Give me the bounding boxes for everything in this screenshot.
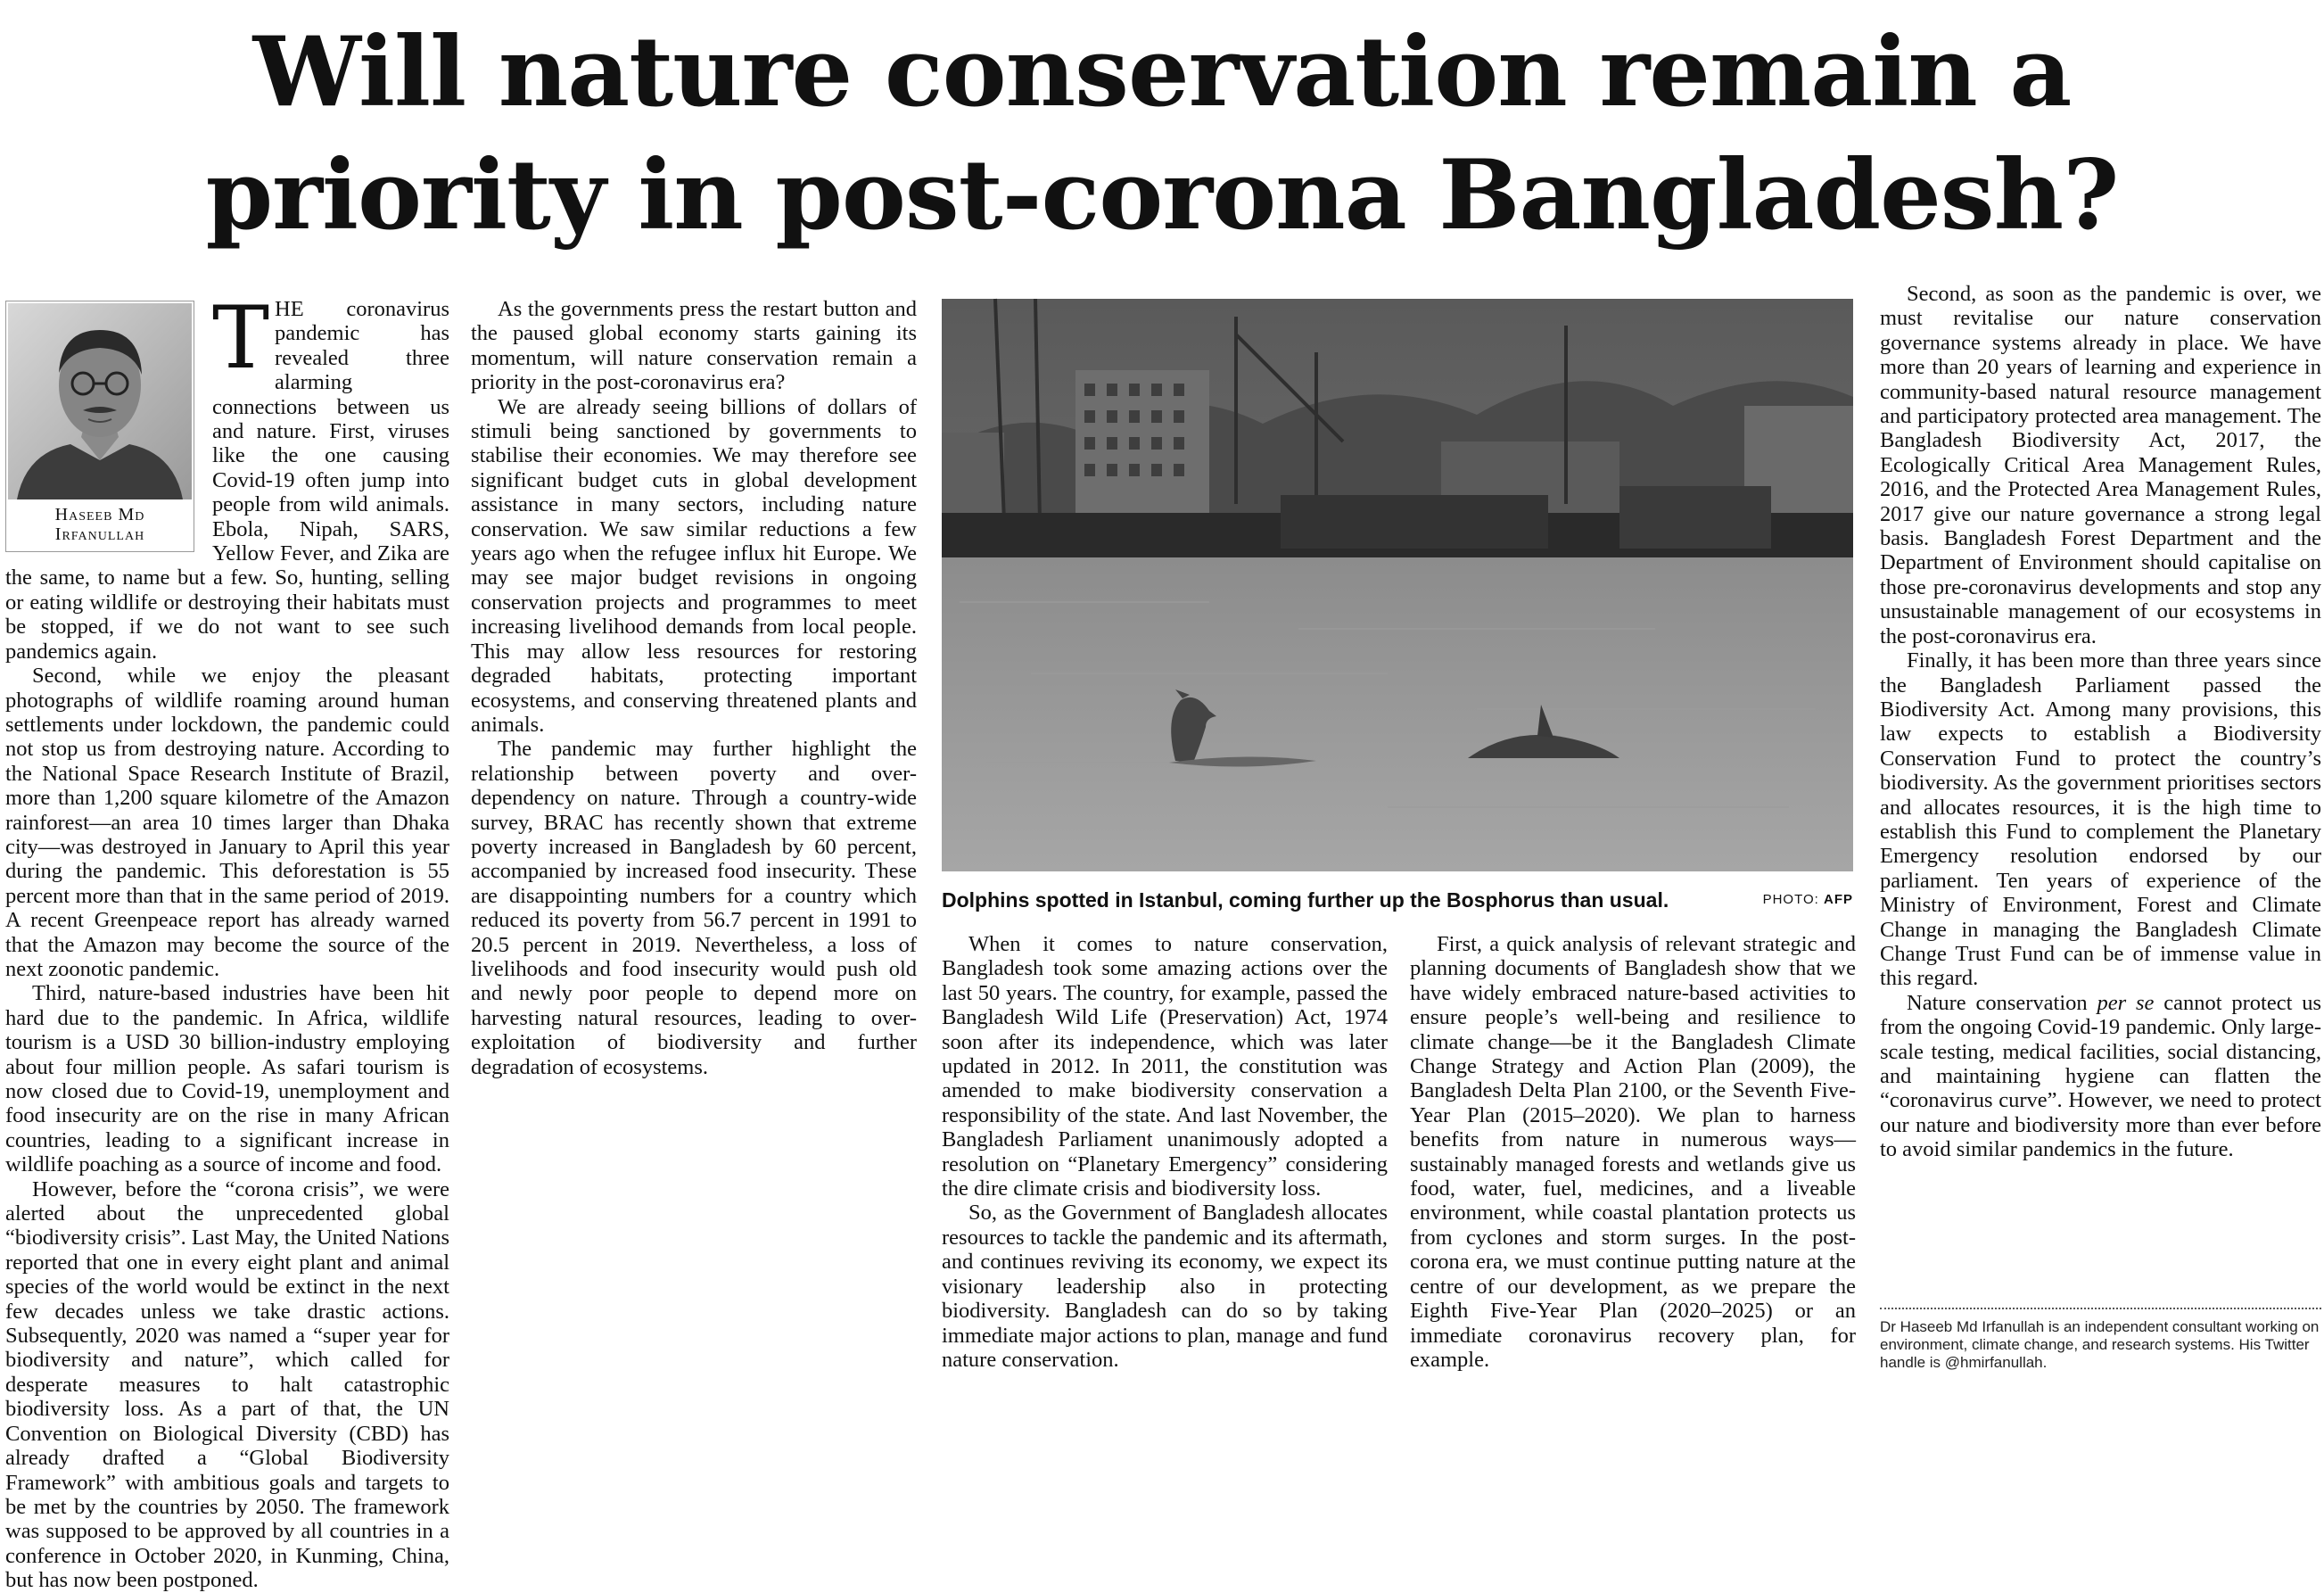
paragraph-5: As the governments press the restart button and the paused global economy starts gaining its momentum, will nature conservation remain a priority in the post-coronavirus era? [471, 297, 917, 395]
author-portrait [8, 303, 192, 499]
paragraph-13-em: per se [2097, 990, 2155, 1015]
paragraph-7: The pandemic may further highlight the relationship between poverty and over-dependency on nature. Through a country-wide survey, BRAC has recently shown that extreme poverty increased in Bangladesh by 60 percent, accompanied by increased food insecurity. These are disappointing numbers for a country which reduced its poverty from 56.7 percent in 1991 to 20.5 percent in 2019. Nevertheless, a loss of livelihoods and food insecurity would push old and newly poor people to depend more on harvesting natural resources, leading to over-exploitation of biodiversity and further degradation of ecosystems. [471, 737, 917, 1079]
author-bio: Dr Haseeb Md Irfanullah is an independent consultant working on environment, climate change, and research systems. His Twitter handle is @hmirfanullah. [1880, 1318, 2320, 1371]
photo-caption [942, 888, 1853, 917]
paragraph-10: First, a quick analysis of relevant strategic and planning documents of Bangladesh show that we have widely embraced nature-based activities to ensure people’s well-being and resilience to climate change—be it the Bangladesh Climate Change Strategy and Action Plan (2009), the Bangladesh Delta Plan 2100, or the Seventh Five-Year Plan (2015–2020). We plan to harness benefits from nature in numerous ways—sustainably managed forests and wetlands give us food, water, fuel, medicines, and a liveable environment, while coastal plantation protects us from cyclones and storm surges. In the post-corona era, we must continue putting nature at the centre of our development, as we prepare the Eighth Five-Year Plan (2020–2025) or an immediate coronavirus recovery plan, for example. [1410, 932, 1856, 1372]
dolphin-photo [942, 299, 1853, 871]
paragraph-1-text: HE coronavirus pandemic has revealed three alarming connections between us and nature. First, viruses like the one causing Covid-19 often jump into people from wild animals. Ebola, Nipah, SARS, Yellow Fever, and Zika are the same, to name but a few. So, hunting, selling or eating wildlife or destroying their habitats must be stopped, if we do not want to see such pandemics again. [5, 297, 449, 664]
paragraph-11: Second, as soon as the pandemic is over, we must revitalise our nature conservation governance systems already in place. We have more than 20 years of learning and experience in community-based natural resource management and participatory protected area management. The Bangladesh Biodiversity Act, 2017, the Ecologically Critical Area Management Rules, 2016, and the Protected Area Management Rules, 2017 give our nature governance a strong legal basis. Bangladesh Forest Department and the Department of Environment should capitalise on those pre-coronavirus developments and stop any unsustainable management of our ecosystems in the post-coronavirus era. [1880, 282, 2321, 648]
drop-cap: T [212, 288, 270, 388]
paragraph-13 [1880, 991, 2321, 1162]
column-1 [5, 288, 449, 1593]
author-name-line-1: Haseeb Md [54, 505, 145, 524]
headline-line-2: priority in post-corona Bangladesh? [205, 139, 2119, 252]
column-5 [1880, 282, 2321, 1299]
paragraph-2: Second, while we enjoy the pleasant photographs of wildlife roaming around human settlements under lockdown, the pandemic could not stop us from destroying nature. According to the National Space Research Institute of Brazil, more than 1,200 square kilometre of the Amazon rainforest—an area 10 times larger than Dhaka city—was destroyed in January to April this year during the pandemic. This deforestation is 55 percent more than that in the same period of 2019. A recent Greenpeace report has already warned that the Amazon may become the source of the next zoonotic pandemic. [5, 664, 449, 981]
author-name-line-2: Irfanullah [54, 524, 145, 544]
paragraph-12: Finally, it has been more than three years since the Bangladesh Parliament passed the Biodiversity Act. Among many provisions, this law expects to establish a Biodiversity Conservation Fund to protect the country’s biodiversity. As the government prioritises sectors and allocates resources, it is the high time to establish this Fund to complement the Planetary Emergency resolution endorsed by our parliament. Ten years of experience of the Ministry of Environment, Forest and Climate Change in managing the Bangladesh Climate Change Trust Fund can be of immense value in this regard. [1880, 648, 2321, 991]
credit-label: PHOTO: [1762, 892, 1819, 907]
headline [0, 11, 2324, 257]
column-2 [471, 297, 917, 1387]
paragraph-13-a: Nature conservation [1907, 990, 2097, 1015]
column-4 [1410, 932, 1856, 1387]
paragraph-3: Third, nature-based industries have been hit hard due to the pandemic. In Africa, wildlife tourism is a USD 30 billion-industry employing about four million people. As safari tourism is now closed due to Covid-19, unemployment and food insecurity are on the rise in many African countries, leading to a significant increase in wildlife poaching as a source of income and food. [5, 981, 449, 1177]
author-box [5, 301, 194, 552]
photo-credit [1763, 892, 1853, 907]
paragraph-9: So, as the Government of Bangladesh allocates resources to tackle the pandemic and its aftermath, and continues reviving its economy, we expect its visionary leadership also in protecting biodiversity. Bangladesh can do so by taking immediate major actions to plan, manage and fund nature conservation. [942, 1201, 1388, 1372]
bio-divider [1880, 1308, 2321, 1309]
paragraph-13-b: cannot protect us from the ongoing Covid-19 pandemic. Only large-scale testing, medical facilities, social distancing, and maintaining hygiene can flatten the “coronavirus curve”. However, we need to protect our nature and biodiversity more than ever before to avoid similar pandemics in the future. [1880, 990, 2321, 1162]
paragraph-4: However, before the “corona crisis”, we were alerted about the unprecedented global “biodiversity crisis”. Last May, the United Nations reported that one in every eight plant and animal species of the world would be extinct in the next few decades unless we take drastic actions. Subsequently, 2020 was named a “super year for biodiversity and nature”, which called for desperate measures to halt catastrophic biodiversity loss. As a part of that, the UN Convention on Biological Diversity (CBD) has already drafted a “Global Biodiversity Framework” with ambitious goals and targets to be met by the countries by 2050. The framework was supposed to be approved by all countries in a conference in October 2020, in Kunming, China, but has now been postponed. [5, 1176, 449, 1593]
paragraph-6: We are already seeing billions of dollars of stimuli being sanctioned by governments to stabilise their economies. We may therefore see significant budget cuts in global development assistance in many sectors, including nature conservation. We saw similar reductions a few years ago when the refugee influx hit Europe. We may see major budget revisions in ongoing conservation projects and programmes to meet increasing livelihood demands from local people. This may allow less resources for restoring degraded habitats, protecting important ecosystems, and conserving threatened plants and animals. [471, 394, 917, 737]
column-3 [942, 932, 1388, 1387]
credit-source: AFP [1824, 892, 1853, 907]
paragraph-8: When it comes to nature conservation, Bangladesh took some amazing actions over the last 50 years. The country, for example, passed the Bangladesh Wild Life (Preservation) Act, 1974 soon after its independence, which was later updated in 2012. In 2011, the constitution was amended to make biodiversity conservation a responsibility of the state. And last November, the Bangladesh Parliament unanimously adopted a resolution on “Planetary Emergency” considering the dire climate crisis and biodiversity loss. [942, 932, 1388, 1201]
headline-line-1: Will nature conservation remain a [252, 16, 2072, 128]
caption-text: Dolphins spotted in Istanbul, coming further up the Bosphorus than usual. [942, 888, 1669, 912]
author-name [6, 499, 194, 551]
